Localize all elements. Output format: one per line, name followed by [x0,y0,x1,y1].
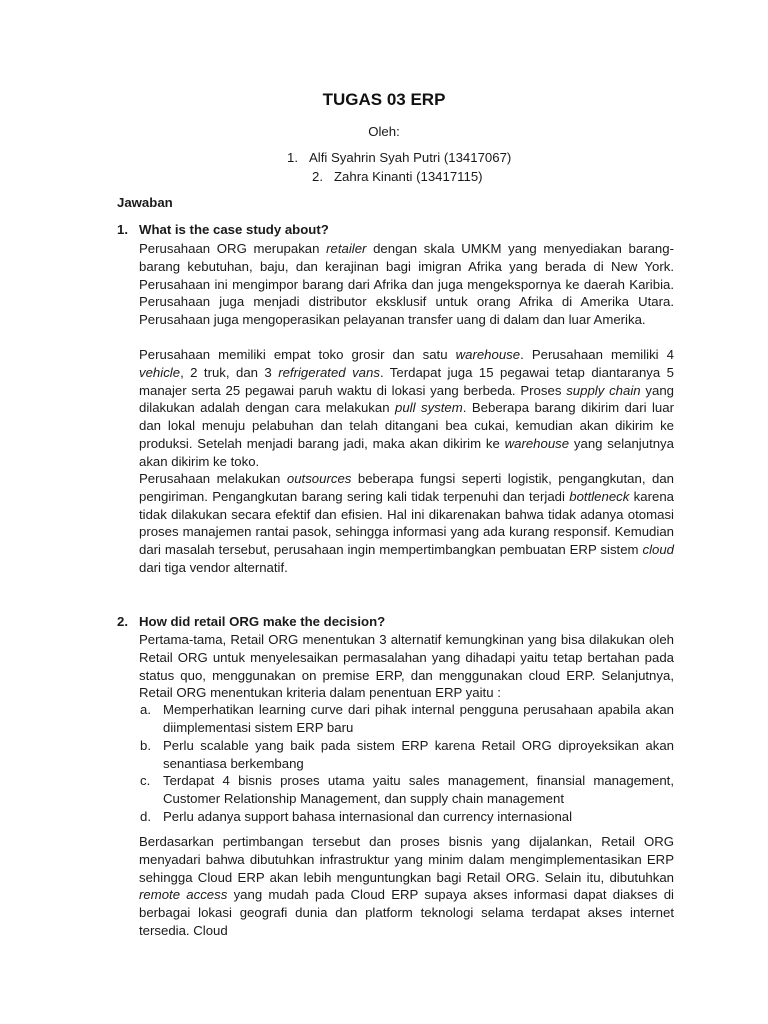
q1-paragraph-3 [139,470,674,577]
italic-term: warehouse [455,347,521,362]
criteria-item [140,737,674,773]
italic-term: retailer [326,241,367,256]
q2-paragraph-2 [139,833,674,940]
criteria-label: c. [140,773,151,788]
criteria-text: Perlu scalable yang baik pada sistem ERP karena Retail ORG diproyeksikan akan senantiasa berkembang [163,738,674,771]
criteria-item [140,772,674,808]
criteria-label: d. [140,809,151,824]
criteria-item [140,701,674,737]
italic-term: refrigerated vans [278,364,380,380]
question-number: 2. [117,614,128,629]
italic-term: vehicle [139,364,181,380]
criteria-text: Perlu adanya support bahasa internasional dan currency internasional [163,809,573,824]
question-number: 1. [117,222,128,237]
italic-term: supply chain [566,382,641,398]
criteria-text: Terdapat 4 bisnis proses utama yaitu sales management, finansial management, Customer Relationship Management, dan supply chain management [163,773,674,806]
italic-term: cloud [642,542,674,558]
section-heading: Jawaban [117,195,173,210]
author-name: Zahra Kinanti (13417115) [334,169,483,184]
q2-paragraph-1 [139,631,674,702]
author-name: Alfi Syahrin Syah Putri (13417067) [309,150,512,165]
criteria-label: b. [140,738,151,753]
question-1-heading [117,222,329,237]
italic-term: pull system [395,400,463,416]
italic-term: bottleneck [569,488,630,504]
question-2-heading [117,614,385,629]
paragraph-text: Perusahaan memiliki empat toko grosir dan satu warehouse. Perusahaan memiliki 4 vehicle, 2 truk, dan 3 refrigerated vans. Terdapat juga 15 pegawai tetap diantaranya 5 manajer serta 25 pegawai paruh waktu di lokasi yang berbeda. Proses supply chain yang dilakukan adalah dengan cara melakukan pull system. Beberapa barang dikirim dari luar dan lokal menuju pelabuhan dan telah ditangani bea cukai, kemudian akan dikirim ke produksi. Setelah menjadi barang jadi, maka akan dikirim ke warehouse yang selanjutnya akan dikirim ke toko. [139,347,675,469]
q1-paragraph-1 [139,240,674,329]
paragraph-text: Berdasarkan pertimbangan tersebut dan proses bisnis yang dijalankan, Retail ORG menyadari bahwa dibutuhkan infrastruktur yang minim dalam mengimplementasikan ERP sehingga Cloud ERP akan lebih menguntungkan bagi Retail ORG. Selain itu, dibutuhkan remote access yang mudah pada Cloud ERP supaya akses informasi dapat diakses di berbagai lokasi geografi dunia dan platform teknologi selama terdapat akses internet tersedia. Cloud [139,834,674,938]
criteria-text: Memperhatikan learning curve dari pihak internal pengguna perusahaan apabila akan diimplementasi sistem ERP baru [163,702,674,735]
italic-term: outsources [286,471,352,486]
q1-paragraph-2 [139,346,674,471]
italic-term: remote access [139,887,228,903]
criteria-item [140,808,674,826]
criteria-label: a. [140,702,151,717]
author-number: 2. [312,169,323,184]
question-text: What is the case study about? [139,222,329,237]
author-item [287,150,511,165]
author-item [312,169,483,184]
paragraph-text: Perusahaan melakukan outsources beberapa fungsi seperti logistik, pengangkutan, dan pengiriman. Pengangkutan barang sering kali tidak terpenuhi dan terjadi bottleneck karena tidak dilakukan secara efektif dan efisien. Hal ini dikarenakan bahwa tidak adanya otomasi proses manajemen rantai pasok, sehingga informasi yang ada kurang responsif. Kemudian dari masalah tersebut, perusahaan ingin mempertimbangkan pembuatan ERP sistem cloud dari tiga vendor alternatif. [139,471,674,575]
author-number: 1. [287,150,298,165]
document-title: TUGAS 03 ERP [322,90,446,109]
paragraph-text: Perusahaan ORG merupakan retailer dengan skala UMKM yang menyediakan barang-barang kebutuhan, baju, dan kerajinan bagi imigran Afrika yang berada di New York. Perusahaan ini mengimpor barang dari Afrika dan juga mengekspornya ke daerah Karibia. Perusahaan juga menjadi distributor eksklusif untuk orang Afrika di Amerika Utara. Perusahaan juga mengoperasikan pelayanan transfer uang di dalam dan luar Amerika. [139,241,674,328]
question-text: How did retail ORG make the decision? [139,614,386,629]
byline: Oleh: [368,124,400,139]
italic-term: warehouse [504,435,570,451]
paragraph-text: Pertama-tama, Retail ORG menentukan 3 alternatif kemungkinan yang bisa dilakukan oleh Retail ORG untuk menyelesaikan permasalahan yang dihadapi yaitu tetap bertahan pada status quo, menggunakan on premise ERP, dan menggunakan cloud ERP. Selanjutnya, Retail ORG menentukan kriteria dalam penentuan ERP yaitu : [139,632,674,701]
